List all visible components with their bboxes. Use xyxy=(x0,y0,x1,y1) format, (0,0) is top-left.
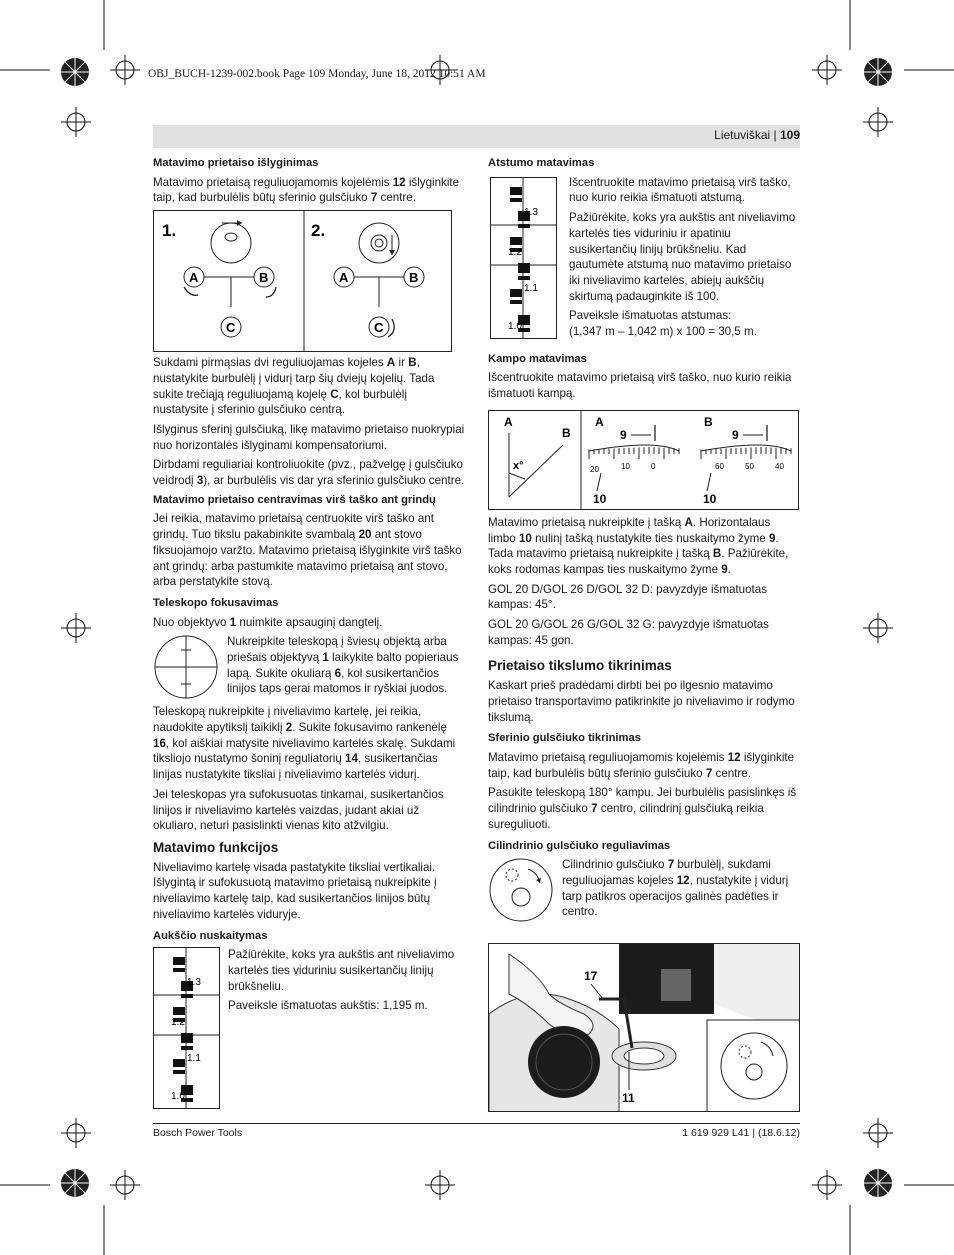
section-title: Aukščio nuskaitymas xyxy=(153,929,268,942)
scale-label: 60 xyxy=(715,461,724,471)
angle-measurement-figure xyxy=(488,410,799,510)
section-title: Teleskopo fokusavimas xyxy=(153,596,279,609)
section-title: Sferinio gulsčiuko tikrinimas xyxy=(488,732,641,745)
adjustment-illustration xyxy=(488,943,800,1112)
paragraph: Paveiksle išmatuotas aukštis: 1,195 m. xyxy=(228,999,428,1013)
step-1-label: 1. xyxy=(162,221,177,241)
paragraph: Išcentruokite matavimo prietaisą virš taško, nuo kurio reikia išmatuoti atstumą. xyxy=(569,175,791,205)
leveling-staff-figure xyxy=(153,947,220,1109)
paragraph: Cilindrinio gulsčiuko 7 burbulėlį, sukdami reguliuojamas kojeles 12, nustatykite į vidurį tarp patikros operacijos galinės padėties ir centro. xyxy=(562,858,789,919)
header-language: Lietuviškai xyxy=(714,128,771,142)
screw-a-label: A xyxy=(189,270,199,286)
section-heading: Prietaiso tikslumo tikrinimas xyxy=(488,658,672,674)
paragraph: (1,347 m – 1,042 m) x 100 = 30,5 m. xyxy=(569,325,757,339)
rotate-arrow-icon xyxy=(266,287,276,297)
dial-b-label: B xyxy=(704,414,713,429)
horizontal-circle-label: 10 xyxy=(703,491,717,506)
section-heading: Matavimo funkcijos xyxy=(153,839,279,855)
screw-c-label: C xyxy=(374,320,384,336)
section-title: Matavimo prietaiso išlyginimas xyxy=(153,157,319,169)
paragraph: Nukreipkite teleskopą į šviesų objektą arba priešais objektyvą 1 laikykite balto popieriaus lapą. Sukite okuliarą 6, kol susikertančios linijos taps gerai matomos ir ryškiai juodos. xyxy=(227,635,459,696)
screw-a-label: A xyxy=(339,270,349,286)
section-title: Matavimo prietaiso centravimas virš taško ant grindų xyxy=(153,493,436,506)
section-title: Cilindrinio gulsčiuko reguliavimas xyxy=(488,839,671,852)
paragraph: Matavimo prietaisą reguliuojamomis kojelėmis 12 išlyginkite taip, kad burbulėlis būtų sferinio gulsčiuko 7 centre. xyxy=(488,750,795,780)
paragraph: Jei reikia, matavimo prietaisą centruokite virš taško ant grindų. Tuo tikslu pakabinkite svambalą 20 ant stovo fiksuojamojo varžto. Matavimo prietaisą išlyginkite virš taško ant grindų: arba pastumkite matavimo prietaisą ant stovo, arba perstatykite stovą. xyxy=(153,512,462,589)
dial-a-label: A xyxy=(595,414,604,429)
rotate-arrow-icon xyxy=(184,287,198,295)
footer-brand: Bosch Power Tools xyxy=(153,1127,243,1139)
spherical-level-icon xyxy=(488,857,554,923)
paragraph: Niveliavimo kartelę visada pastatykite tiksliai vertikaliai. Išlygintą ir sufokusuotą matavimo prietaisą nukreipkite į niveliavimo kartelę taip, kad susikertančios linijos būtų niveliavimo kartelės viduryje. xyxy=(153,860,437,921)
point-a-label: A xyxy=(504,414,513,429)
circular-level-icon xyxy=(359,223,399,263)
paragraph: GOL 20 G/GOL 26 G/GOL 32 G: pavyzdyje išmatuotas kampas: 45 gon. xyxy=(488,618,769,647)
staff-label: 1.1 xyxy=(187,1053,201,1065)
paragraph: Išcentruokite matavimo prietaisą virš taško, nuo kurio reikia išmatuoti kampą. xyxy=(488,371,792,401)
screw-c-label: C xyxy=(226,320,236,336)
reticle-icon xyxy=(153,634,219,700)
paragraph: Pažiūrėkite, koks yra aukštis ant niveliavimo kartelės ties viduriniu susikertančių linijų brūkšneliu. xyxy=(228,948,455,993)
staff-graduation xyxy=(181,1033,193,1050)
section-title: Atstumo matavimas xyxy=(488,157,595,169)
staff-label: 1.2 xyxy=(171,1017,185,1029)
paragraph: Matavimo prietaisą nukreipkite į tašką A. Horizontalaus limbo 10 nulinį tašką nustatykite ties nuskaitymo žyme 9. Tada matavimo prietaisą nukreipkite į tašką B. Pažiūrėkite, koks rodomas kampas ties nuskaitymo žyme 9. xyxy=(488,515,789,576)
horizontal-circle-label: 10 xyxy=(593,491,607,506)
screw-b-label: B xyxy=(409,270,419,286)
scale-label: 20 xyxy=(590,464,599,474)
left-column xyxy=(153,156,465,1113)
section-title: Kampo matavimas xyxy=(488,352,587,365)
staff-label: 1.3 xyxy=(187,977,201,989)
print-slug: OBJ_BUCH-1239-002.book Page 109 Monday, June 18, 2012 10:51 AM xyxy=(148,68,486,80)
index-mark-label: 9 xyxy=(620,427,627,442)
page-number: 109 xyxy=(779,128,800,142)
circular-level-icon xyxy=(211,220,251,263)
paragraph: Pasukite teleskopą 180° kampu. Jei burbulėlis pasislinkęs iš cilindrinio gulsčiuko 7 centro, cilindrinį gulsčiuką reikia sureguliuoti. xyxy=(488,786,797,831)
callout-17: 17 xyxy=(584,969,598,983)
paragraph: Dirbdami reguliariai kontroliuokite (pvz., pažvelgę į gulsčiuko veidrodį 3), ar burbulėlis vis dar yra sferinio gulsčiuko centre. xyxy=(153,458,465,488)
staff-label: 1.3 xyxy=(524,206,538,218)
paragraph: Matavimo prietaisą reguliuojamomis kojelėmis 12 išlyginkite taip, kad burbulėlis būtų sferinio gulsčiuko 7 centre. xyxy=(153,175,460,205)
page-header: Lietuviškai | 109 xyxy=(714,128,800,142)
leveling-figure xyxy=(153,210,452,352)
staff-graduation xyxy=(173,957,185,972)
staff-label: 1.1 xyxy=(524,282,538,294)
staff-graduation xyxy=(510,289,522,304)
staff-graduation xyxy=(173,1059,185,1074)
paragraph: Jei teleskopas yra sufokusuotas tinkamai, susikertančios linijos ir niveliavimo kartelės vaizdas, judant akiai už okuliaro, neturi pasislinkti vienas kito atžvilgiu. xyxy=(153,787,444,833)
footer-code: 1 619 929 L41 | (18.6.12) xyxy=(682,1127,800,1139)
index-mark-label: 9 xyxy=(732,427,739,442)
paragraph: Sukdami pirmąsias dvi reguliuojamas kojeles A ir B, nustatykite burbulėlį į vidurį tarp šių dviejų kojelių. Tada sukite trečiąją reguliuojamą kojelę C, kol burbulėlį nustatysite į sferinio gulsčiuko centrą. xyxy=(153,356,435,417)
scale-label: 40 xyxy=(775,461,784,471)
scale-label: 50 xyxy=(745,461,754,471)
paragraph: Paveiksle išmatuotas atstumas: xyxy=(569,309,732,323)
leveling-staff-figure xyxy=(490,177,557,339)
paragraph: Išlyginus sferinį gulsčiuką, likę matavimo prietaiso nuokrypiai nuo horizontalės išlyginami kompensatoriumi. xyxy=(153,422,465,452)
staff-label: 1.0 xyxy=(508,320,522,332)
staff-graduation xyxy=(518,263,530,280)
footer-rule xyxy=(153,1123,800,1124)
screw-b-label: B xyxy=(259,270,269,286)
angle-label: x° xyxy=(513,459,524,472)
scale-label: 0 xyxy=(651,461,656,471)
step-2-label: 2. xyxy=(311,221,326,241)
paragraph: Pažiūrėkite, koks yra aukštis ant niveliavimo kartelės ties viduriniu ir apatiniu susikertančių linijų brūkšneliu. Kad gautumėte atstumą nuo matavimo prietaiso iki niveliavimo kartelės, abiejų aukščių skirtumą padauginkite iš 100. xyxy=(569,211,796,303)
staff-graduation xyxy=(510,187,522,202)
paragraph: Teleskopą nukreipkite į niveliavimo kartelę, jei reikia, naudokite apytikslį taikiklį 2. Sukite fokusavimo rankenėlę 16, kol aiškiai matysite niveliavimo kartelės skalę. Sukdami tiksliojo nustatymo šoninį reguliatorių 14, susikertančias linijas nustatykite tiksliai į niveliavimo kartelės vidurį. xyxy=(153,705,456,782)
header-bar xyxy=(153,125,800,148)
callout-11: 11 xyxy=(622,1091,635,1105)
staff-label: 1.0 xyxy=(171,1091,185,1103)
paragraph: Nuo objektyvo 1 nuimkite apsauginį dangtelį. xyxy=(153,615,383,629)
staff-label: 1.2 xyxy=(508,246,522,258)
scale-label: 10 xyxy=(621,461,630,471)
right-column xyxy=(488,156,800,927)
point-b-label: B xyxy=(562,425,571,440)
paragraph: GOL 20 D/GOL 26 D/GOL 32 D: pavyzdyje išmatuotas kampas: 45°. xyxy=(488,582,768,612)
paragraph: Kaskart prieš pradėdami dirbti bei po ilgesnio matavimo prietaiso transportavimo patikrinkite jo niveliavimo ir rodymo tikslumą. xyxy=(488,679,795,724)
